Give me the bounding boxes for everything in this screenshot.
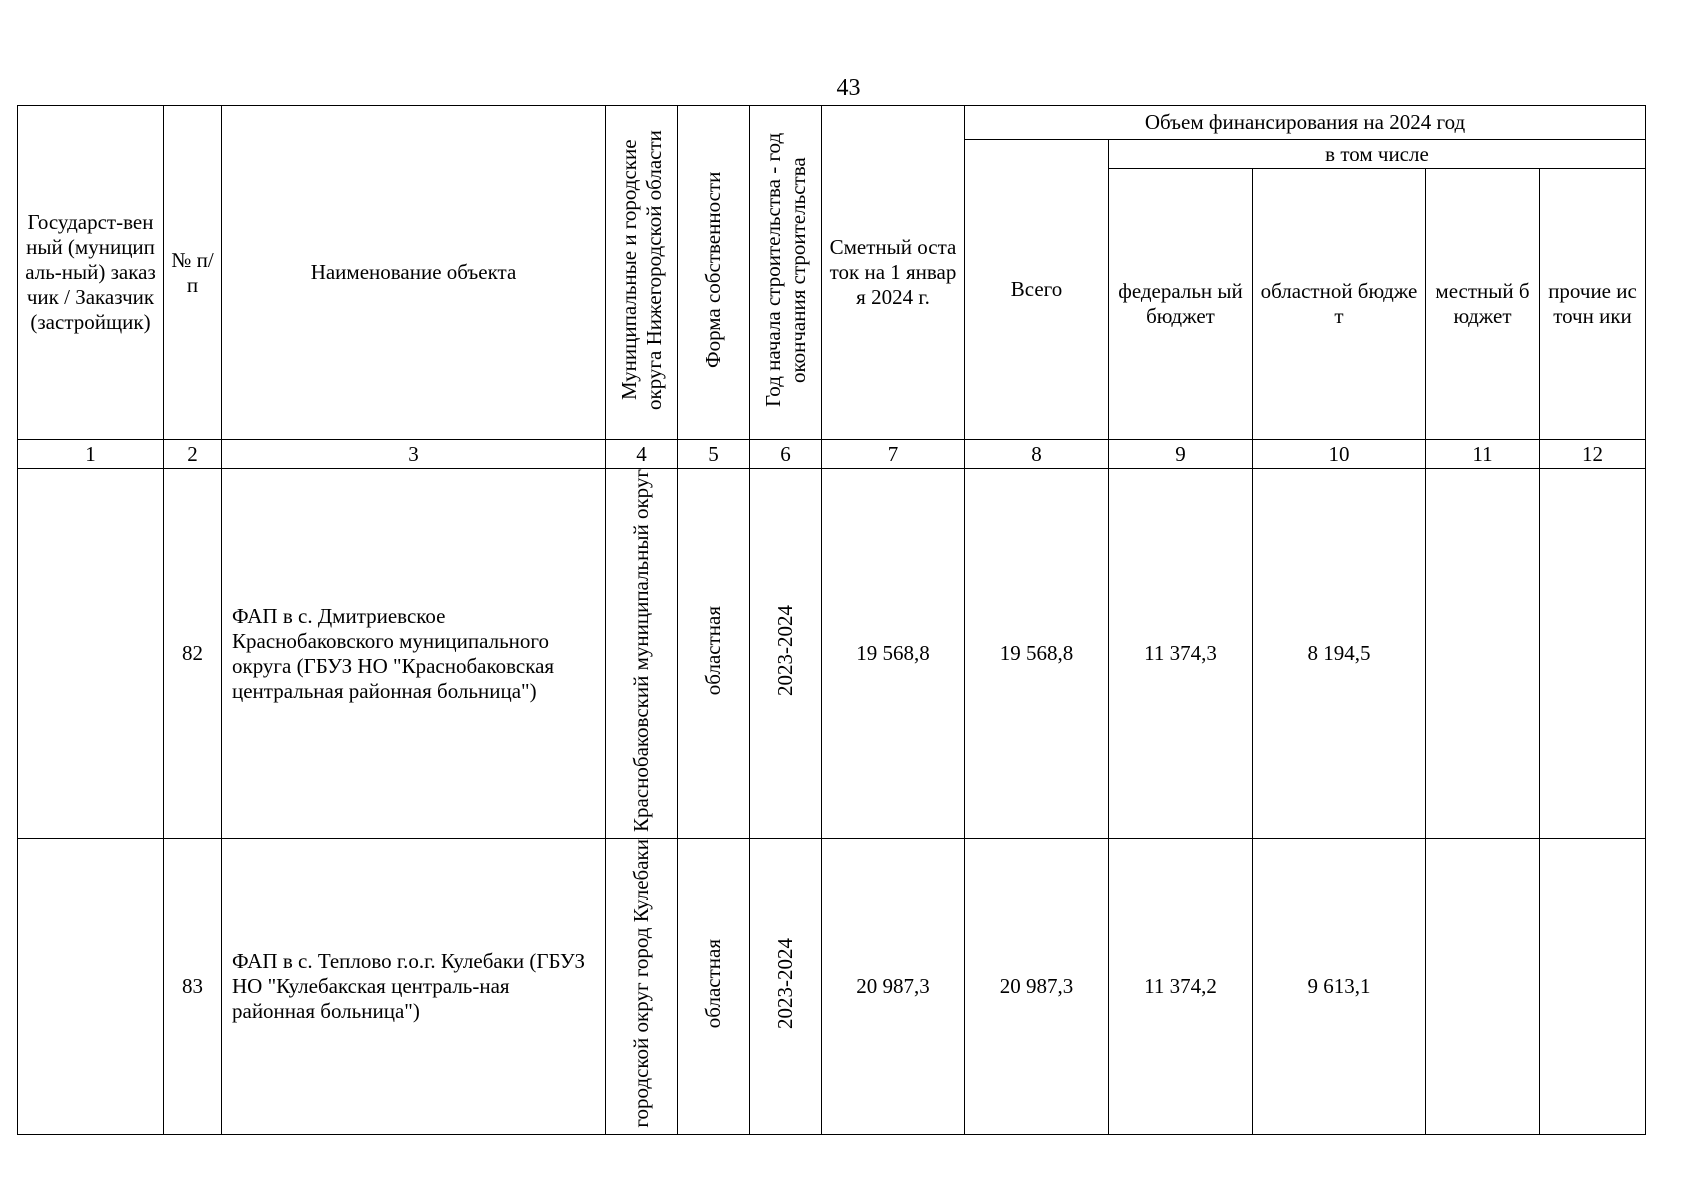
table-row	[18, 469, 1646, 839]
column-number: 7	[822, 440, 965, 469]
header-customer: Государст-венный (муниципаль-ный) заказчик / Заказчик (застройщик)	[18, 106, 164, 440]
cell-regional: 8 194,5	[1253, 469, 1426, 839]
cell-years: 2023-2024	[750, 839, 822, 1135]
cell-ownership: областная	[678, 839, 750, 1135]
column-number: 12	[1540, 440, 1646, 469]
header-funding-group: Объем финансирования на 2024 год	[965, 106, 1646, 140]
column-number: 9	[1109, 440, 1253, 469]
cell-local	[1426, 839, 1540, 1135]
header-ownership: Форма собственности	[678, 106, 750, 440]
cell-customer	[18, 469, 164, 839]
cell-number: 83	[164, 839, 222, 1135]
column-number: 11	[1426, 440, 1540, 469]
cell-ownership: областная	[678, 469, 750, 839]
cell-number: 82	[164, 469, 222, 839]
column-number: 2	[164, 440, 222, 469]
cell-total: 20 987,3	[965, 839, 1109, 1135]
cell-local	[1426, 469, 1540, 839]
cell-other	[1540, 469, 1646, 839]
header-other: прочие источн ики	[1540, 169, 1646, 440]
cell-customer	[18, 839, 164, 1135]
column-number: 3	[222, 440, 606, 469]
header-total: Всего	[965, 140, 1109, 440]
header-including: в том числе	[1109, 140, 1646, 169]
header-local: местный бюджет	[1426, 169, 1540, 440]
cell-total: 19 568,8	[965, 469, 1109, 839]
cell-federal: 11 374,2	[1109, 839, 1253, 1135]
cell-estimate-balance: 20 987,3	[822, 839, 965, 1135]
header-estimate-balance: Сметный остаток на 1 января 2024 г.	[822, 106, 965, 440]
column-number: 5	[678, 440, 750, 469]
cell-other	[1540, 839, 1646, 1135]
cell-estimate-balance: 19 568,8	[822, 469, 965, 839]
column-number: 1	[18, 440, 164, 469]
column-number: 10	[1253, 440, 1426, 469]
column-number-row	[18, 440, 1646, 469]
column-number: 6	[750, 440, 822, 469]
header-object-name: Наименование объекта	[222, 106, 606, 440]
page-number: 43	[836, 75, 861, 101]
cell-regional: 9 613,1	[1253, 839, 1426, 1135]
cell-district: Краснобаковский муниципальный округ	[606, 469, 678, 839]
header-number: № п/п	[164, 106, 222, 440]
header-regional: областной бюджет	[1253, 169, 1426, 440]
cell-object-name: ФАП в с. Теплово г.о.г. Кулебаки (ГБУЗ НО "Кулебакская централь-ная районная больница")	[222, 839, 606, 1135]
cell-years: 2023-2024	[750, 469, 822, 839]
column-number: 8	[965, 440, 1109, 469]
header-years: Год начала строительства - год окончания строительства	[750, 106, 822, 440]
table-row	[18, 839, 1646, 1135]
cell-district: городской округ город Кулебаки	[606, 839, 678, 1135]
column-number: 4	[606, 440, 678, 469]
financing-table	[17, 105, 1646, 1135]
cell-federal: 11 374,3	[1109, 469, 1253, 839]
header-districts: Муниципальные и городские округа Нижегородской области	[606, 106, 678, 440]
cell-object-name: ФАП в с. Дмитриевское Краснобаковского муниципального округа (ГБУЗ НО "Краснобаковская центральная районная больница")	[222, 469, 606, 839]
header-federal: федеральн ый бюджет	[1109, 169, 1253, 440]
